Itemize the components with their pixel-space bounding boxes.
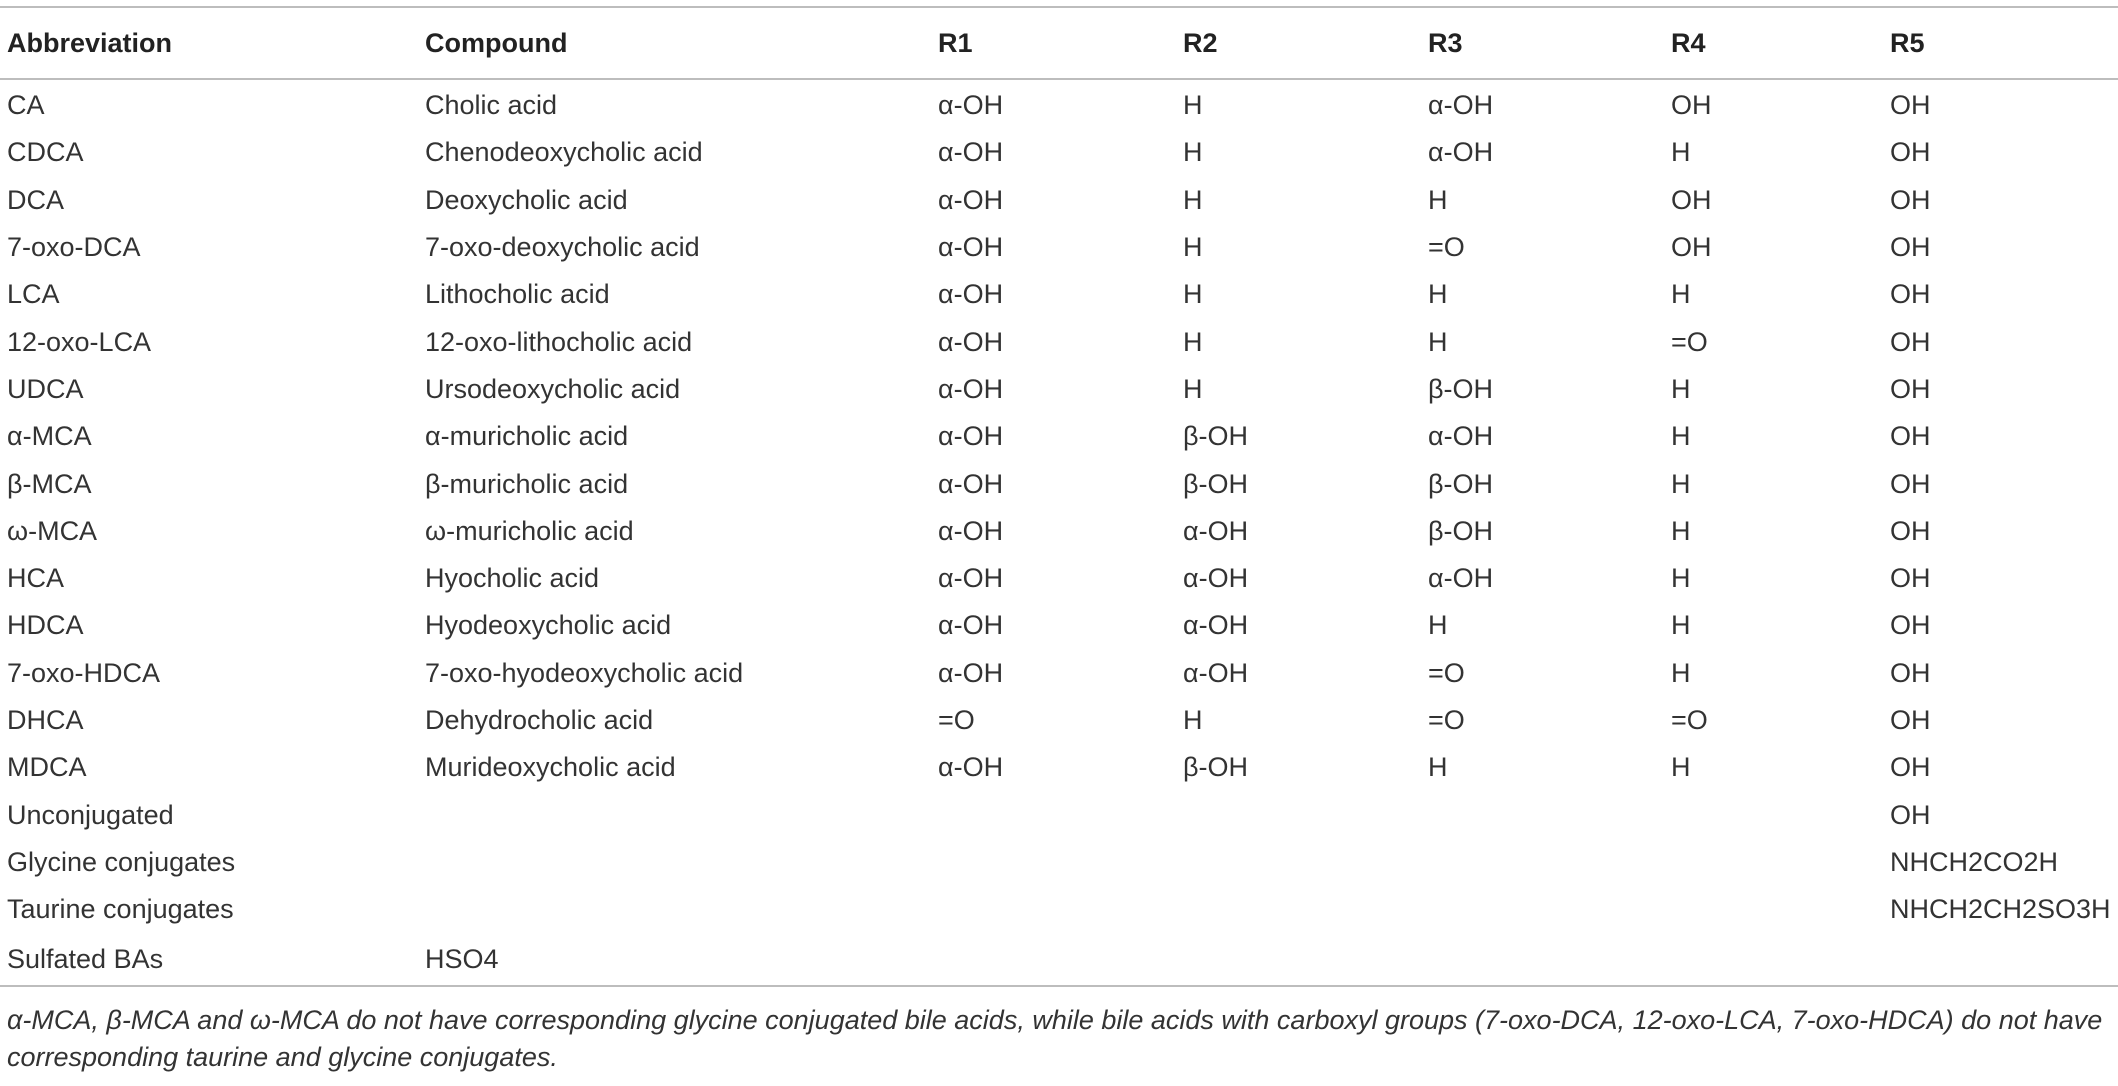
table-row: [0, 839, 2118, 886]
table-cell: α-OH: [1428, 421, 1494, 452]
column-header: R4: [1664, 8, 1883, 79]
table-cell: α-OH: [1183, 563, 1249, 594]
table-cell: H: [1183, 184, 1203, 215]
table-cell: H: [1671, 610, 1691, 641]
table-cell: [1176, 839, 1421, 886]
table-cell: H: [1183, 137, 1203, 168]
table-row: [0, 271, 2118, 318]
table-cell: OH: [1890, 563, 1931, 594]
table-cell: OH: [1890, 90, 1931, 121]
table-cell: [931, 839, 1176, 886]
table-cell: α-OH: [938, 421, 1004, 452]
table-cell: OH: [1890, 326, 1931, 357]
table-cell: 7-oxo-DCA: [7, 232, 141, 263]
table-cell: [1664, 839, 1883, 886]
table-cell: α-OH: [938, 468, 1004, 499]
table-row: [0, 650, 2118, 697]
table-cell: β-muricholic acid: [425, 468, 629, 499]
table-cell: H: [1428, 752, 1448, 783]
table-cell: CA: [7, 90, 45, 121]
table-cell: H: [1183, 373, 1203, 404]
table-row: [0, 791, 2118, 838]
table-cell: α-OH: [938, 373, 1004, 404]
table-cell: α-OH: [1183, 515, 1249, 546]
table-cell: β-OH: [1183, 752, 1249, 783]
column-header: R2: [1176, 8, 1421, 79]
table-cell: H: [1671, 515, 1691, 546]
column-header: R3: [1421, 8, 1664, 79]
table-cell: OH: [1890, 752, 1931, 783]
table-cell: α-MCA: [7, 421, 92, 452]
table-cell: α-OH: [938, 610, 1004, 641]
table-cell: HDCA: [7, 610, 84, 641]
table-cell: Dehydrocholic acid: [425, 705, 654, 735]
table-cell: H: [1671, 373, 1691, 404]
table-cell: [931, 886, 1176, 933]
table-cell: [931, 791, 1176, 838]
table-cell: =O: [1671, 705, 1708, 735]
table-cell: Sulfated BAs: [0, 933, 418, 986]
table-cell: DHCA: [7, 705, 84, 735]
table-cell: H: [1183, 705, 1203, 735]
table-cell: α-OH: [938, 137, 1004, 168]
table-cell: [1421, 839, 1664, 886]
table-cell: 7-oxo-deoxycholic acid: [425, 232, 700, 263]
table-cell: [1421, 886, 1664, 933]
table-cell: Lithocholic acid: [425, 279, 610, 310]
table-cell: [1421, 791, 1664, 838]
table-cell: H: [1183, 90, 1203, 121]
table-cell: α-OH: [1428, 563, 1494, 594]
table-cell: ω-MCA: [7, 515, 98, 546]
table-cell: [1664, 886, 1883, 933]
table-cell: =O: [1428, 657, 1465, 688]
table-cell: =O: [1428, 705, 1465, 735]
bile-acid-table-container: [0, 6, 2118, 987]
table-cell: =O: [938, 705, 975, 735]
table-cell: 12-oxo-LCA: [7, 326, 152, 357]
table-cell: OH: [1890, 610, 1931, 641]
table-cell: OH: [1890, 799, 1931, 830]
table-cell: H: [1671, 657, 1691, 688]
table-row: [0, 460, 2118, 507]
table-cell: H: [1671, 563, 1691, 594]
bile-acid-table: [0, 8, 2118, 987]
table-cell: H: [1428, 279, 1448, 310]
table-row: [0, 508, 2118, 555]
table-cell: α-OH: [1183, 610, 1249, 641]
table-cell: NHCH2CO2H: [1890, 846, 2059, 877]
table-cell: α-OH: [1428, 90, 1494, 121]
table-cell: OH: [1890, 184, 1931, 215]
table-row: [0, 744, 2118, 791]
table-cell: DCA: [7, 184, 65, 215]
table-cell: [1421, 933, 1664, 986]
table-cell: 7-oxo-HDCA: [7, 657, 161, 688]
table-cell: Deoxycholic acid: [425, 184, 628, 215]
table-cell: UDCA: [7, 373, 84, 404]
table-cell: Unconjugated: [7, 799, 174, 830]
table-cell: OH: [1671, 232, 1712, 263]
table-cell: Taurine conjugates: [7, 894, 234, 925]
table-cell: α-OH: [938, 752, 1004, 783]
table-cell: =O: [1428, 232, 1465, 263]
table-cell: Hyocholic acid: [425, 563, 600, 594]
table-cell: H: [1671, 752, 1691, 783]
table-cell: α-OH: [938, 326, 1004, 357]
table-cell: Murideoxycholic acid: [425, 752, 676, 783]
table-cell: H: [1183, 326, 1203, 357]
table-cell: H: [1428, 326, 1448, 357]
table-cell: OH: [1890, 373, 1931, 404]
table-body: [0, 79, 2118, 986]
table-cell: α-OH: [938, 184, 1004, 215]
table-cell: OH: [1890, 515, 1931, 546]
table-cell: Chenodeoxycholic acid: [425, 137, 703, 168]
table-cell: β-OH: [1428, 468, 1494, 499]
table-cell: [1176, 791, 1421, 838]
table-footnote: α-MCA, β-MCA and ω-MCA do not have corresponding glycine conjugated bile acids, while bile acids with carboxyl groups (7-oxo-DCA, 12-oxo-LCA, 7-oxo-HDCA) do not have corresponding taurine and glycine conjugates.: [7, 1005, 2103, 1072]
table-cell: OH: [1890, 705, 1931, 735]
table-cell: 7-oxo-hyodeoxycholic acid: [425, 657, 744, 688]
table-cell: OH: [1671, 184, 1712, 215]
table-cell: HCA: [7, 563, 65, 594]
table-cell: [1176, 886, 1421, 933]
table-cell: α-muricholic acid: [425, 421, 629, 452]
column-header: R5: [1883, 8, 2118, 79]
table-cell: ω-muricholic acid: [425, 515, 634, 546]
table-cell: β-MCA: [7, 468, 92, 499]
table-cell: α-OH: [938, 90, 1004, 121]
table-row: [0, 79, 2118, 129]
table-row: [0, 318, 2118, 365]
table-cell: Hyodeoxycholic acid: [425, 610, 672, 641]
table-cell: α-OH: [938, 515, 1004, 546]
table-cell: OH: [1671, 90, 1712, 121]
column-header: Compound: [418, 8, 931, 79]
table-cell: H: [1183, 232, 1203, 263]
table-cell: H: [1671, 279, 1691, 310]
table-cell: OH: [1890, 137, 1931, 168]
table-cell: H: [1183, 279, 1203, 310]
table-cell: α-OH: [938, 657, 1004, 688]
table-cell: MDCA: [7, 752, 87, 783]
table-cell: α-OH: [938, 563, 1004, 594]
table-header: [0, 8, 2118, 79]
table-row: [0, 697, 2118, 744]
table-cell: [1664, 791, 1883, 838]
table-row: [0, 224, 2118, 271]
table-cell: β-OH: [1183, 421, 1249, 452]
table-cell: Glycine conjugates: [7, 846, 236, 877]
table-cell: 12-oxo-lithocholic acid: [425, 326, 693, 357]
table-cell: OH: [1890, 657, 1931, 688]
table-row: [0, 177, 2118, 224]
table-cell: [418, 886, 931, 933]
table-cell: H: [1671, 421, 1691, 452]
table-cell: H: [1428, 610, 1448, 641]
column-header: Abbreviation: [0, 8, 418, 79]
table-cell: =O: [1671, 326, 1708, 357]
table-cell: OH: [1890, 232, 1931, 263]
table-cell: β-OH: [1428, 373, 1494, 404]
table-cell: H: [1671, 468, 1691, 499]
table-cell: OH: [1890, 421, 1931, 452]
table-row: [0, 129, 2118, 176]
table-cell: [1176, 933, 1421, 986]
table-cell: [931, 933, 1176, 986]
table-row: [0, 555, 2118, 602]
table-cell: α-OH: [1183, 657, 1249, 688]
table-cell: NHCH2CH2SO3H: [1890, 894, 2111, 925]
table-row: [0, 413, 2118, 460]
table-row: [0, 933, 2118, 986]
table-cell: α-OH: [938, 279, 1004, 310]
table-cell: α-OH: [938, 232, 1004, 263]
table-cell: Cholic acid: [425, 90, 558, 121]
table-cell: Ursodeoxycholic acid: [425, 373, 681, 404]
table-cell: LCA: [7, 279, 60, 310]
table-cell: H: [1428, 184, 1448, 215]
table-cell: H: [1671, 137, 1691, 168]
table-cell: OH: [1890, 468, 1931, 499]
table-cell: CDCA: [7, 137, 84, 168]
column-header: R1: [931, 8, 1176, 79]
header-row: [0, 8, 2118, 79]
table-cell: [1883, 933, 2118, 986]
table-row: [0, 886, 2118, 933]
table-cell: [418, 839, 931, 886]
table-cell: β-OH: [1183, 468, 1249, 499]
table-cell: α-OH: [1428, 137, 1494, 168]
table-cell: [1664, 933, 1883, 986]
table-row: [0, 602, 2118, 649]
table-cell: [418, 791, 931, 838]
table-cell: HSO4: [418, 933, 931, 986]
table-cell: β-OH: [1428, 515, 1494, 546]
table-row: [0, 366, 2118, 413]
table-cell: OH: [1890, 279, 1931, 310]
